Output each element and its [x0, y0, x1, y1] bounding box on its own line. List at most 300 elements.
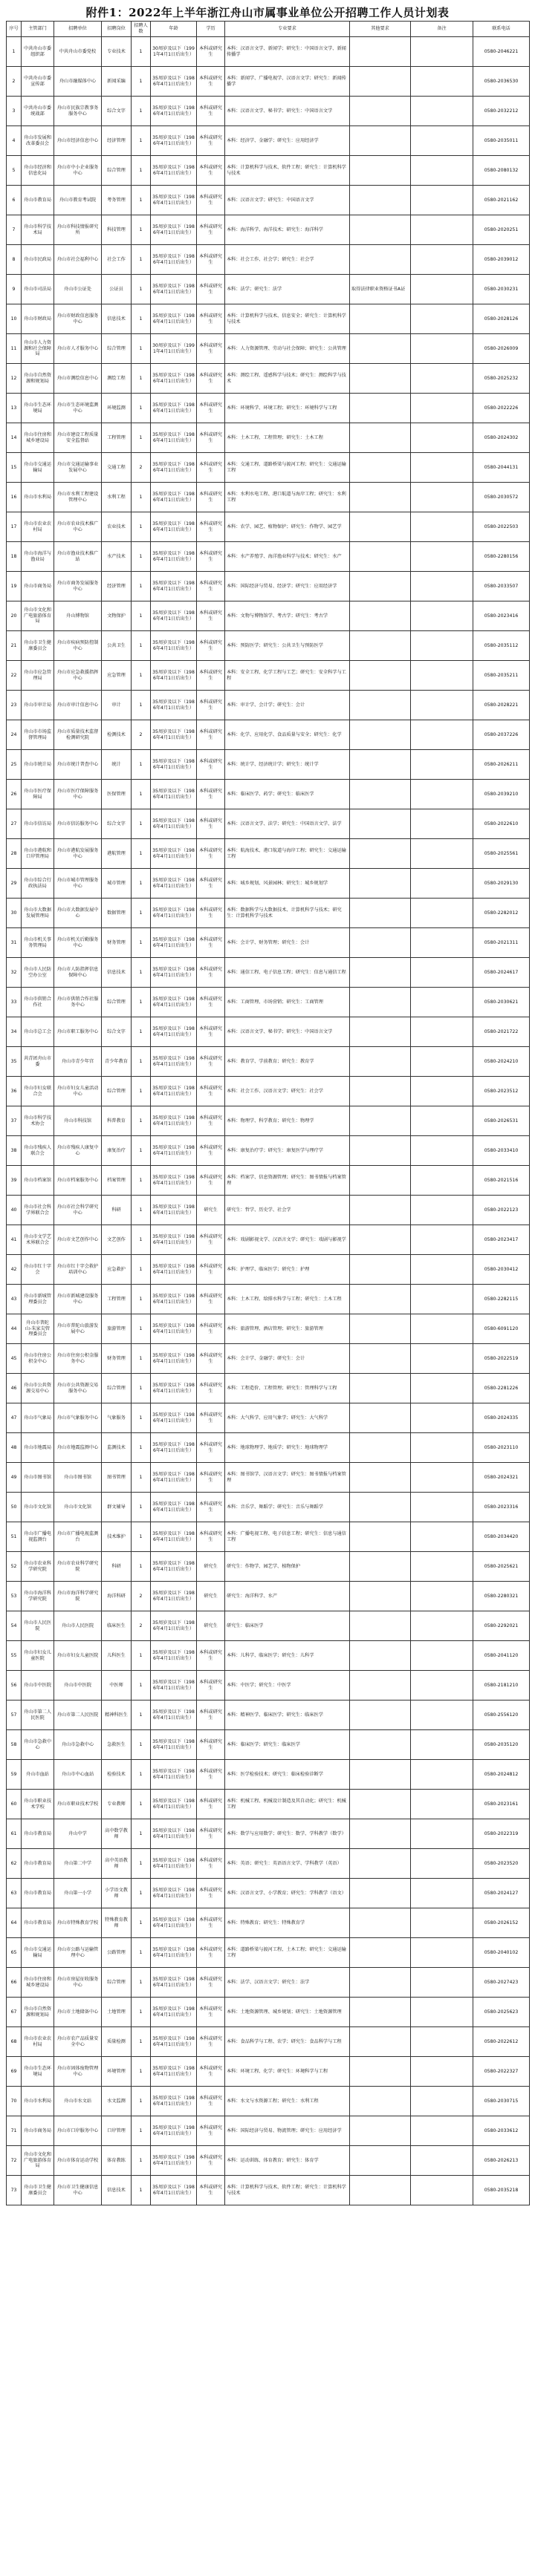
cell-position: 统计 — [102, 750, 132, 780]
cell-age: 35周岁及以下（1986年4月1日后出生） — [151, 156, 197, 186]
cell-other — [350, 2176, 411, 2205]
cell-note — [411, 750, 473, 780]
cell-count: 1 — [132, 1849, 151, 1879]
cell-major: 本科：社会工作、汉语言文学；研究生：社会学 — [225, 1077, 350, 1106]
cell-note — [411, 1403, 473, 1433]
table-row — [7, 720, 530, 750]
header-major: 专业要求 — [225, 22, 350, 37]
cell-dept: 舟山市自然资源和规划局 — [22, 364, 54, 394]
cell-no: 65 — [7, 1938, 22, 1968]
cell-no: 58 — [7, 1730, 22, 1760]
cell-unit: 舟山市渔业技术推广站 — [54, 542, 102, 572]
cell-other — [350, 423, 411, 453]
cell-other — [350, 780, 411, 809]
cell-phone: 0580-2025232 — [473, 364, 530, 394]
cell-dept: 舟山市地震局 — [22, 1433, 54, 1463]
cell-unit: 舟山市住房公积金服务中心 — [54, 1344, 102, 1374]
cell-unit: 舟山市生态环境监测中心 — [54, 394, 102, 423]
cell-education: 本科或研究生 — [197, 1136, 225, 1166]
cell-note — [411, 1374, 473, 1403]
cell-dept: 舟山市中医院 — [22, 1671, 54, 1701]
cell-position: 科普教育 — [102, 1106, 132, 1136]
cell-dept: 舟山市科学技术协会 — [22, 1106, 54, 1136]
cell-phone: 0580-2023316 — [473, 1493, 530, 1522]
cell-age: 35周岁及以下（1986年4月1日后出生） — [151, 661, 197, 691]
cell-education: 本科或研究生 — [197, 1701, 225, 1730]
cell-phone: 0580-2292021 — [473, 1611, 530, 1641]
cell-education: 本科或研究生 — [197, 1968, 225, 1998]
cell-age: 35周岁及以下（1986年4月1日后出生） — [151, 958, 197, 988]
cell-education: 本科或研究生 — [197, 720, 225, 750]
cell-education: 本科或研究生 — [197, 37, 225, 67]
cell-age: 35周岁及以下（1986年4月1日后出生） — [151, 1908, 197, 1938]
cell-major: 本科：数学与应用数学；研究生：数学、学科教学（数学） — [225, 1819, 350, 1849]
cell-other — [350, 1938, 411, 1968]
cell-education: 本科或研究生 — [197, 156, 225, 186]
cell-count: 1 — [132, 1255, 151, 1285]
cell-position: 小学语文教师 — [102, 1879, 132, 1908]
cell-phone: 0580-2023110 — [473, 1433, 530, 1463]
table-row — [7, 1790, 530, 1819]
cell-no: 10 — [7, 304, 22, 334]
cell-note — [411, 37, 473, 67]
cell-unit: 舟山市社会福利中心 — [54, 245, 102, 275]
table-row — [7, 1106, 530, 1136]
cell-unit: 舟山市广播电视监测台 — [54, 1522, 102, 1552]
header-education: 学历 — [197, 22, 225, 37]
cell-dept: 舟山市大数据发展管理局 — [22, 899, 54, 928]
cell-major: 本科：环境科学、环境工程；研究生：环境科学与工程 — [225, 394, 350, 423]
cell-major: 本科：通信工程、电子信息工程；研究生：信息与通信工程 — [225, 958, 350, 988]
cell-note — [411, 899, 473, 928]
cell-note — [411, 1879, 473, 1908]
cell-count: 1 — [132, 691, 151, 720]
cell-dept: 舟山市妇女联合会 — [22, 1077, 54, 1106]
cell-phone: 0580-2026152 — [473, 1908, 530, 1938]
cell-education: 本科或研究生 — [197, 691, 225, 720]
cell-unit: 舟山市公证处 — [54, 275, 102, 304]
cell-age: 35周岁及以下（1986年4月1日后出生） — [151, 1938, 197, 1968]
cell-phone: 0580-2281226 — [473, 1374, 530, 1403]
cell-count: 1 — [132, 1077, 151, 1106]
table-row — [7, 1344, 530, 1374]
cell-count: 1 — [132, 809, 151, 839]
cell-note — [411, 1760, 473, 1790]
cell-dept: 舟山市农业农村局 — [22, 2027, 54, 2057]
cell-note — [411, 2176, 473, 2205]
cell-position: 综合管理 — [102, 1968, 132, 1998]
cell-position: 水产技术 — [102, 542, 132, 572]
cell-note — [411, 1819, 473, 1849]
cell-note — [411, 394, 473, 423]
cell-position: 水利工程 — [102, 483, 132, 512]
cell-phone: 0580-2022519 — [473, 1344, 530, 1374]
cell-count: 1 — [132, 2027, 151, 2057]
cell-education: 本科或研究生 — [197, 899, 225, 928]
cell-education: 本科或研究生 — [197, 1374, 225, 1403]
cell-count: 1 — [132, 780, 151, 809]
cell-other — [350, 1582, 411, 1611]
cell-position: 青少年教育 — [102, 1047, 132, 1077]
cell-dept: 舟山市医疗保障局 — [22, 780, 54, 809]
cell-major: 本科：预防医学；研究生：公共卫生与预防医学 — [225, 631, 350, 661]
cell-other — [350, 2087, 411, 2116]
cell-phone: 0580-2035112 — [473, 631, 530, 661]
cell-age: 35周岁及以下（1986年4月1日后出生） — [151, 512, 197, 542]
cell-note — [411, 928, 473, 958]
cell-position: 中医师 — [102, 1671, 132, 1701]
cell-unit: 舟山市公路与运输管理中心 — [54, 1938, 102, 1968]
cell-count: 1 — [132, 1968, 151, 1998]
cell-unit: 舟山市社会科学研究中心 — [54, 1196, 102, 1225]
cell-major: 本科：护理学、临床医学；研究生：护理 — [225, 1255, 350, 1285]
table-row — [7, 601, 530, 631]
cell-count: 1 — [132, 245, 151, 275]
cell-other — [350, 839, 411, 869]
cell-unit: 舟山市体育运动学校 — [54, 2146, 102, 2176]
cell-no: 59 — [7, 1760, 22, 1790]
cell-education: 本科或研究生 — [197, 1849, 225, 1879]
cell-major: 本科：工商管理、市场营销；研究生：工商管理 — [225, 988, 350, 1017]
cell-count: 1 — [132, 1047, 151, 1077]
cell-other — [350, 1730, 411, 1760]
cell-phone: 0580-2041120 — [473, 1641, 530, 1671]
cell-count: 1 — [132, 1166, 151, 1196]
cell-dept: 舟山市图书馆 — [22, 1463, 54, 1493]
cell-phone: 0580-2021311 — [473, 928, 530, 958]
cell-other — [350, 1344, 411, 1374]
table-row — [7, 1671, 530, 1701]
cell-dept: 舟山市公共资源交易中心 — [22, 1374, 54, 1403]
cell-no: 50 — [7, 1493, 22, 1522]
cell-no: 46 — [7, 1374, 22, 1403]
cell-major: 本科：国际经济与贸易、经济学；研究生：应用经济学 — [225, 572, 350, 601]
table-row — [7, 988, 530, 1017]
cell-note — [411, 869, 473, 899]
cell-note — [411, 1998, 473, 2027]
cell-major: 本科：食品科学与工程、农学；研究生：食品科学与工程 — [225, 2027, 350, 2057]
cell-unit: 舟山市财政信息服务中心 — [54, 304, 102, 334]
cell-age: 35周岁及以下（1986年4月1日后出生） — [151, 1017, 197, 1047]
cell-age: 35周岁及以下（1986年4月1日后出生） — [151, 2146, 197, 2176]
cell-education: 本科或研究生 — [197, 572, 225, 601]
cell-note — [411, 97, 473, 126]
cell-education: 本科或研究生 — [197, 1225, 225, 1255]
cell-age: 35周岁及以下（1986年4月1日后出生） — [151, 1077, 197, 1106]
cell-phone: 0580-2033612 — [473, 2116, 530, 2146]
cell-no: 22 — [7, 661, 22, 691]
cell-no: 40 — [7, 1196, 22, 1225]
cell-dept: 舟山市第二人民医院 — [22, 1701, 54, 1730]
cell-position: 信息技术 — [102, 304, 132, 334]
cell-note — [411, 720, 473, 750]
cell-dept: 舟山市生态环境局 — [22, 2057, 54, 2087]
cell-position: 综合文字 — [102, 1017, 132, 1047]
cell-age: 35周岁及以下（1986年4月1日后出生） — [151, 1582, 197, 1611]
cell-no: 25 — [7, 750, 22, 780]
cell-note — [411, 186, 473, 215]
cell-count: 1 — [132, 1433, 151, 1463]
cell-count: 1 — [132, 97, 151, 126]
cell-phone: 0580-2556120 — [473, 1701, 530, 1730]
cell-unit: 舟山市地震监测中心 — [54, 1433, 102, 1463]
cell-education: 研究生 — [197, 1552, 225, 1582]
cell-note — [411, 364, 473, 394]
table-row — [7, 1819, 530, 1849]
cell-unit: 舟山市中小企业服务中心 — [54, 156, 102, 186]
cell-unit: 舟山市职工服务中心 — [54, 1017, 102, 1047]
table-row — [7, 631, 530, 661]
table-row — [7, 1968, 530, 1998]
cell-dept: 舟山市经济和信息化局 — [22, 156, 54, 186]
cell-dept: 舟山市海洋与渔业局 — [22, 542, 54, 572]
cell-count: 1 — [132, 1493, 151, 1522]
cell-no: 18 — [7, 542, 22, 572]
cell-note — [411, 1849, 473, 1879]
cell-other — [350, 156, 411, 186]
cell-education: 本科或研究生 — [197, 1819, 225, 1849]
cell-unit: 舟山市普陀山旅游发展中心 — [54, 1314, 102, 1344]
table-row — [7, 1641, 530, 1671]
cell-phone: 0580-2024321 — [473, 1463, 530, 1493]
cell-age: 35周岁及以下（1986年4月1日后出生） — [151, 1730, 197, 1760]
cell-phone: 0580-2034420 — [473, 1522, 530, 1552]
cell-education: 本科或研究生 — [197, 2176, 225, 2205]
cell-note — [411, 304, 473, 334]
cell-other — [350, 958, 411, 988]
cell-education: 本科或研究生 — [197, 1403, 225, 1433]
cell-other — [350, 1017, 411, 1047]
cell-count: 1 — [132, 1196, 151, 1225]
cell-major: 本科：城乡规划、风景园林；研究生：城乡规划学 — [225, 869, 350, 899]
cell-note — [411, 1225, 473, 1255]
table-row — [7, 483, 530, 512]
cell-age: 35周岁及以下（1986年4月1日后出生） — [151, 423, 197, 453]
cell-major: 本科：环境工程、化学；研究生：环境科学与工程 — [225, 2057, 350, 2087]
cell-unit: 舟山市大数据发展中心 — [54, 899, 102, 928]
table-row — [7, 2087, 530, 2116]
cell-position: 新闻采编 — [102, 67, 132, 97]
cell-phone: 0580-2280156 — [473, 542, 530, 572]
cell-position: 检测技术 — [102, 720, 132, 750]
cell-no: 42 — [7, 1255, 22, 1285]
cell-count: 1 — [132, 869, 151, 899]
cell-phone: 0580-2025623 — [473, 1998, 530, 2027]
cell-phone: 0580-2022123 — [473, 1196, 530, 1225]
cell-note — [411, 988, 473, 1017]
cell-no: 23 — [7, 691, 22, 720]
cell-other — [350, 2057, 411, 2087]
cell-no: 16 — [7, 483, 22, 512]
table-row — [7, 1582, 530, 1611]
cell-position: 精神科医生 — [102, 1701, 132, 1730]
cell-major: 本科：会计学、财务管理；研究生：会计 — [225, 928, 350, 958]
cell-unit: 舟山市教育考试院 — [54, 186, 102, 215]
cell-phone: 0580-2032212 — [473, 97, 530, 126]
cell-count: 1 — [132, 1374, 151, 1403]
cell-major: 本科：交通工程、道路桥梁与渡河工程；研究生：交通运输工程 — [225, 453, 350, 483]
cell-position: 康复治疗 — [102, 1136, 132, 1166]
table-row — [7, 2176, 530, 2205]
cell-education: 本科或研究生 — [197, 1671, 225, 1701]
cell-unit: 舟山市融媒体中心 — [54, 67, 102, 97]
cell-count: 1 — [132, 899, 151, 928]
cell-dept: 舟山市红十字会 — [22, 1255, 54, 1285]
cell-note — [411, 1938, 473, 1968]
cell-unit: 舟山第一小学 — [54, 1879, 102, 1908]
cell-unit: 舟山市建设工程质量安全监督站 — [54, 423, 102, 453]
cell-education: 本科或研究生 — [197, 839, 225, 869]
cell-no: 45 — [7, 1344, 22, 1374]
cell-no: 5 — [7, 156, 22, 186]
cell-major: 研究生：临床医学 — [225, 1611, 350, 1641]
cell-education: 本科或研究生 — [197, 601, 225, 631]
cell-education: 研究生 — [197, 1582, 225, 1611]
cell-count: 1 — [132, 1136, 151, 1166]
cell-count: 2 — [132, 720, 151, 750]
cell-major: 研究生：哲学、历史学、社会学 — [225, 1196, 350, 1225]
cell-position: 工程管理 — [102, 423, 132, 453]
cell-phone: 0580-2022612 — [473, 2027, 530, 2057]
table-row — [7, 1849, 530, 1879]
cell-count: 1 — [132, 1552, 151, 1582]
cell-no: 12 — [7, 364, 22, 394]
cell-count: 1 — [132, 1344, 151, 1374]
cell-major: 本科：汉语言文学、新闻学；研究生：中国语言文学、新闻传播学 — [225, 37, 350, 67]
cell-dept: 舟山市水利局 — [22, 2087, 54, 2116]
cell-age: 35周岁及以下（1986年4月1日后出生） — [151, 1285, 197, 1314]
cell-unit: 舟山市土地储备中心 — [54, 1998, 102, 2027]
cell-major: 本科：计算机科学与技术、信息安全；研究生：计算机科学与技术 — [225, 304, 350, 334]
cell-note — [411, 958, 473, 988]
cell-unit: 舟山市审计信息中心 — [54, 691, 102, 720]
cell-age: 35周岁及以下（1986年4月1日后出生） — [151, 720, 197, 750]
cell-note — [411, 1908, 473, 1938]
table-row — [7, 1374, 530, 1403]
cell-major: 本科：物理学、科学教育；研究生：物理学 — [225, 1106, 350, 1136]
cell-position: 监测技术 — [102, 1433, 132, 1463]
cell-age: 35周岁及以下（1986年4月1日后出生） — [151, 1314, 197, 1344]
cell-other — [350, 512, 411, 542]
table-row — [7, 275, 530, 304]
cell-count: 1 — [132, 215, 151, 245]
cell-no: 69 — [7, 2057, 22, 2087]
cell-education: 本科或研究生 — [197, 1908, 225, 1938]
cell-major: 本科：医学检验技术；研究生：临床检验诊断学 — [225, 1760, 350, 1790]
cell-position: 财务管理 — [102, 928, 132, 958]
cell-major: 本科：戏剧影视文学、汉语言文学；研究生：戏剧与影视学 — [225, 1225, 350, 1255]
cell-note — [411, 1582, 473, 1611]
cell-unit: 舟山市口岸服务中心 — [54, 2116, 102, 2146]
cell-major: 本科：航海技术、港口航道与海岸工程；研究生：交通运输工程 — [225, 839, 350, 869]
cell-count: 2 — [132, 1611, 151, 1641]
cell-unit: 舟山市测绘信息中心 — [54, 364, 102, 394]
cell-no: 53 — [7, 1582, 22, 1611]
cell-major: 本科：社会工作、社会学；研究生：社会学 — [225, 245, 350, 275]
table-row — [7, 2116, 530, 2146]
cell-age: 35周岁及以下（1986年4月1日后出生） — [151, 97, 197, 126]
cell-note — [411, 453, 473, 483]
cell-unit: 舟山市城市管理服务中心 — [54, 869, 102, 899]
cell-age: 35周岁及以下（1986年4月1日后出生） — [151, 304, 197, 334]
cell-position: 城市管理 — [102, 869, 132, 899]
cell-education: 本科或研究生 — [197, 1106, 225, 1136]
cell-phone: 0580-2021516 — [473, 1166, 530, 1196]
cell-education: 本科或研究生 — [197, 512, 225, 542]
cell-position: 综合管理 — [102, 1077, 132, 1106]
cell-position: 技术维护 — [102, 1522, 132, 1552]
cell-no: 63 — [7, 1879, 22, 1908]
cell-dept: 舟山市文化和广电旅游体育局 — [22, 601, 54, 631]
cell-dept: 舟山市总工会 — [22, 1017, 54, 1047]
cell-count: 1 — [132, 364, 151, 394]
cell-education: 本科或研究生 — [197, 1314, 225, 1344]
cell-education: 本科或研究生 — [197, 364, 225, 394]
cell-phone: 0580-2280321 — [473, 1582, 530, 1611]
table-row — [7, 1433, 530, 1463]
cell-position: 体育教练 — [102, 2146, 132, 2176]
cell-dept: 舟山市民政局 — [22, 245, 54, 275]
cell-age: 35周岁及以下（1986年4月1日后出生） — [151, 1790, 197, 1819]
cell-education: 本科或研究生 — [197, 186, 225, 215]
cell-unit: 舟山市图书馆 — [54, 1463, 102, 1493]
table-row — [7, 1522, 530, 1552]
cell-position: 档案管理 — [102, 1166, 132, 1196]
cell-dept: 舟山市审计局 — [22, 691, 54, 720]
cell-count: 1 — [132, 1879, 151, 1908]
cell-phone: 0580-2035211 — [473, 661, 530, 691]
cell-phone: 0580-2024127 — [473, 1879, 530, 1908]
cell-count: 1 — [132, 661, 151, 691]
cell-position: 口岸管理 — [102, 2116, 132, 2146]
cell-phone: 0580-2030715 — [473, 2087, 530, 2116]
cell-note — [411, 512, 473, 542]
cell-phone: 0580-2026211 — [473, 750, 530, 780]
cell-other — [350, 394, 411, 423]
cell-other — [350, 1879, 411, 1908]
cell-no: 44 — [7, 1314, 22, 1344]
cell-dept: 舟山市海洋科学研究院 — [22, 1582, 54, 1611]
cell-position: 信息技术 — [102, 958, 132, 988]
cell-no: 34 — [7, 1017, 22, 1047]
cell-dept: 中共舟山市委宣传部 — [22, 67, 54, 97]
cell-note — [411, 1641, 473, 1671]
cell-education: 本科或研究生 — [197, 809, 225, 839]
cell-dept: 舟山市港航和口岸管理局 — [22, 839, 54, 869]
cell-note — [411, 67, 473, 97]
cell-note — [411, 1522, 473, 1552]
cell-no: 4 — [7, 126, 22, 156]
cell-note — [411, 1077, 473, 1106]
cell-no: 56 — [7, 1671, 22, 1701]
cell-position: 群文辅导 — [102, 1493, 132, 1522]
cell-position: 社会工作 — [102, 245, 132, 275]
cell-no: 49 — [7, 1463, 22, 1493]
cell-phone: 0580-2030231 — [473, 275, 530, 304]
cell-note — [411, 780, 473, 809]
cell-no: 30 — [7, 899, 22, 928]
cell-unit: 舟山市红十字会救护培训中心 — [54, 1255, 102, 1285]
cell-position: 经济管理 — [102, 572, 132, 601]
cell-note — [411, 1730, 473, 1760]
cell-age: 35周岁及以下（1986年4月1日后出生） — [151, 1255, 197, 1285]
cell-age: 35周岁及以下（1986年4月1日后出生） — [151, 1641, 197, 1671]
cell-position: 科研 — [102, 1196, 132, 1225]
cell-other — [350, 1671, 411, 1701]
cell-phone: 0580-2022503 — [473, 512, 530, 542]
cell-age: 35周岁及以下（1986年4月1日后出生） — [151, 2087, 197, 2116]
cell-unit: 舟山市中医院 — [54, 1671, 102, 1701]
